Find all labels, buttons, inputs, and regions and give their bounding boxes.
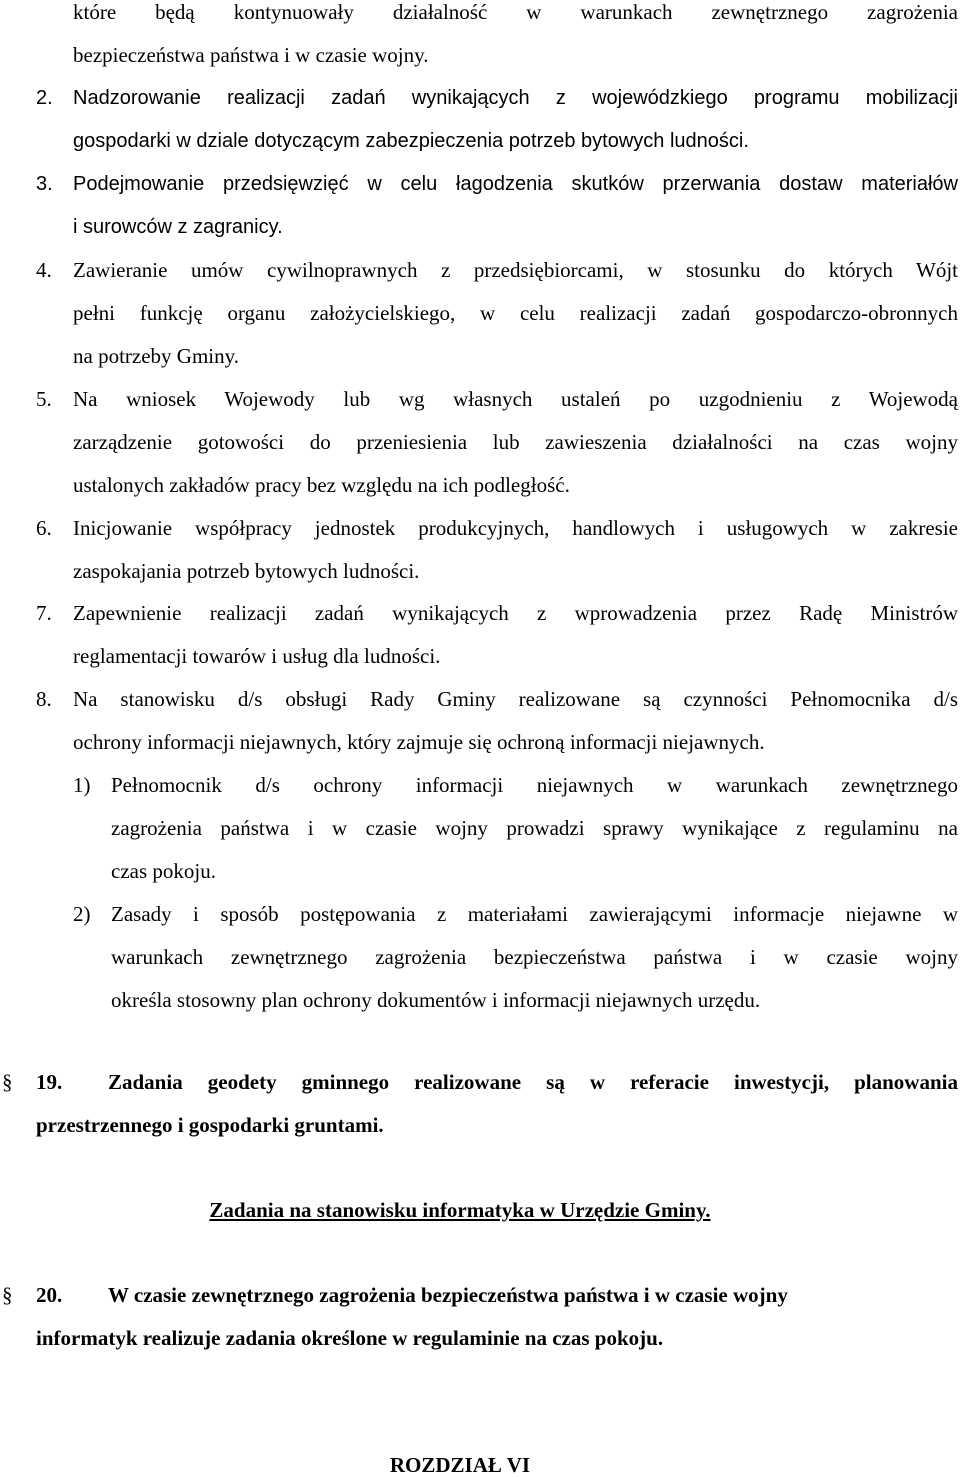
section-line: informatyk realizuje zadania określone w regulaminie na czas pokoju. (36, 1326, 664, 1350)
subitem-number: 2) (73, 902, 91, 926)
subitem-number: 1) (73, 773, 91, 797)
section-number: 20. (36, 1283, 63, 1307)
item-number: 2. (36, 87, 53, 109)
item-line: gospodarki w dziale dotyczącym zabezpieczenia potrzeb bytowych ludności. (73, 130, 749, 152)
section-number: 19. (36, 1070, 63, 1094)
item-line: i surowców z zagranicy. (73, 216, 283, 238)
item-number: 4. (36, 258, 52, 282)
subitem-line: zagrożenia państwa i w czasie wojny prowadzi sprawy wynikające z regulaminu na (111, 816, 958, 840)
item-line: zaspokajania potrzeb bytowych ludności. (73, 559, 420, 583)
item-line: Nadzorowanie realizacji zadań wynikających z wojewódzkiego programu mobilizacji (73, 87, 958, 109)
item-line: Na stanowisku d/s obsługi Rady Gminy realizowane są czynności Pełnomocnika d/s (73, 687, 958, 711)
subitem-line: określa stosowny plan ochrony dokumentów i informacji niejawnych urzędu. (111, 988, 761, 1012)
section-heading: Zadania na stanowisku informatyka w Urzędzie Gminy. (209, 1198, 711, 1222)
item-line: Zapewnienie realizacji zadań wynikających z wprowadzenia przez Radę Ministrów (73, 601, 958, 625)
chapter-heading: ROZDZIAŁ VI (389, 1453, 531, 1477)
item-line: Zawieranie umów cywilnoprawnych z przedsiębiorcami, w stosunku do których Wójt (73, 258, 958, 282)
item-number: 7. (36, 601, 52, 625)
item-number: 6. (36, 516, 52, 540)
section-line: Zadania geodety gminnego realizowane są w referacie inwestycji, planowania (108, 1070, 958, 1094)
item-line: Podejmowanie przedsięwzięć w celu łagodzenia skutków przerwania dostaw materiałów (73, 173, 958, 195)
item-line: ustalonych zakładów pracy bez względu na ich podległość. (73, 473, 570, 497)
item-number: 8. (36, 687, 52, 711)
item-line: Na wniosek Wojewody lub wg własnych ustaleń po uzgodnieniu z Wojewodą (73, 387, 958, 411)
subitem-line: Zasady i sposób postępowania z materiałami zawierającymi informacje niejawne w (111, 902, 958, 926)
item-line: reglamentacji towarów i usług dla ludności. (73, 644, 441, 668)
subitem-line: warunkach zewnętrznego zagrożenia bezpieczeństwa państwa i w czasie wojny (111, 945, 958, 969)
item-line: zarządzenie gotowości do przeniesienia lub zawieszenia działalności na czas wojny (73, 430, 958, 454)
subitem-line: czas pokoju. (111, 859, 216, 883)
item-line: Inicjowanie współpracy jednostek produkcyjnych, handlowych i usługowych w zakresie (73, 516, 958, 540)
section-line: W czasie zewnętrznego zagrożenia bezpieczeństwa państwa i w czasie wojny (108, 1283, 788, 1307)
item-number: 5. (36, 387, 52, 411)
subitem-line: Pełnomocnik d/s ochrony informacji niejawnych w warunkach zewnętrznego (111, 773, 958, 797)
continuation-line-1: które będą kontynuowały działalność w warunkach zewnętrznego zagrożenia (73, 0, 958, 24)
item-number: 3. (36, 173, 53, 195)
paragraph-symbol: § (2, 1070, 13, 1094)
item-line: ochrony informacji niejawnych, który zajmuje się ochroną informacji niejawnych. (73, 730, 765, 754)
paragraph-symbol: § (2, 1283, 13, 1307)
continuation-line-2: bezpieczeństwa państwa i w czasie wojny. (73, 43, 429, 67)
section-line: przestrzennego i gospodarki gruntami. (36, 1113, 384, 1137)
item-line: pełni funkcję organu założycielskiego, w celu realizacji zadań gospodarczo-obronnych (73, 301, 958, 325)
item-line: na potrzeby Gminy. (73, 344, 240, 368)
